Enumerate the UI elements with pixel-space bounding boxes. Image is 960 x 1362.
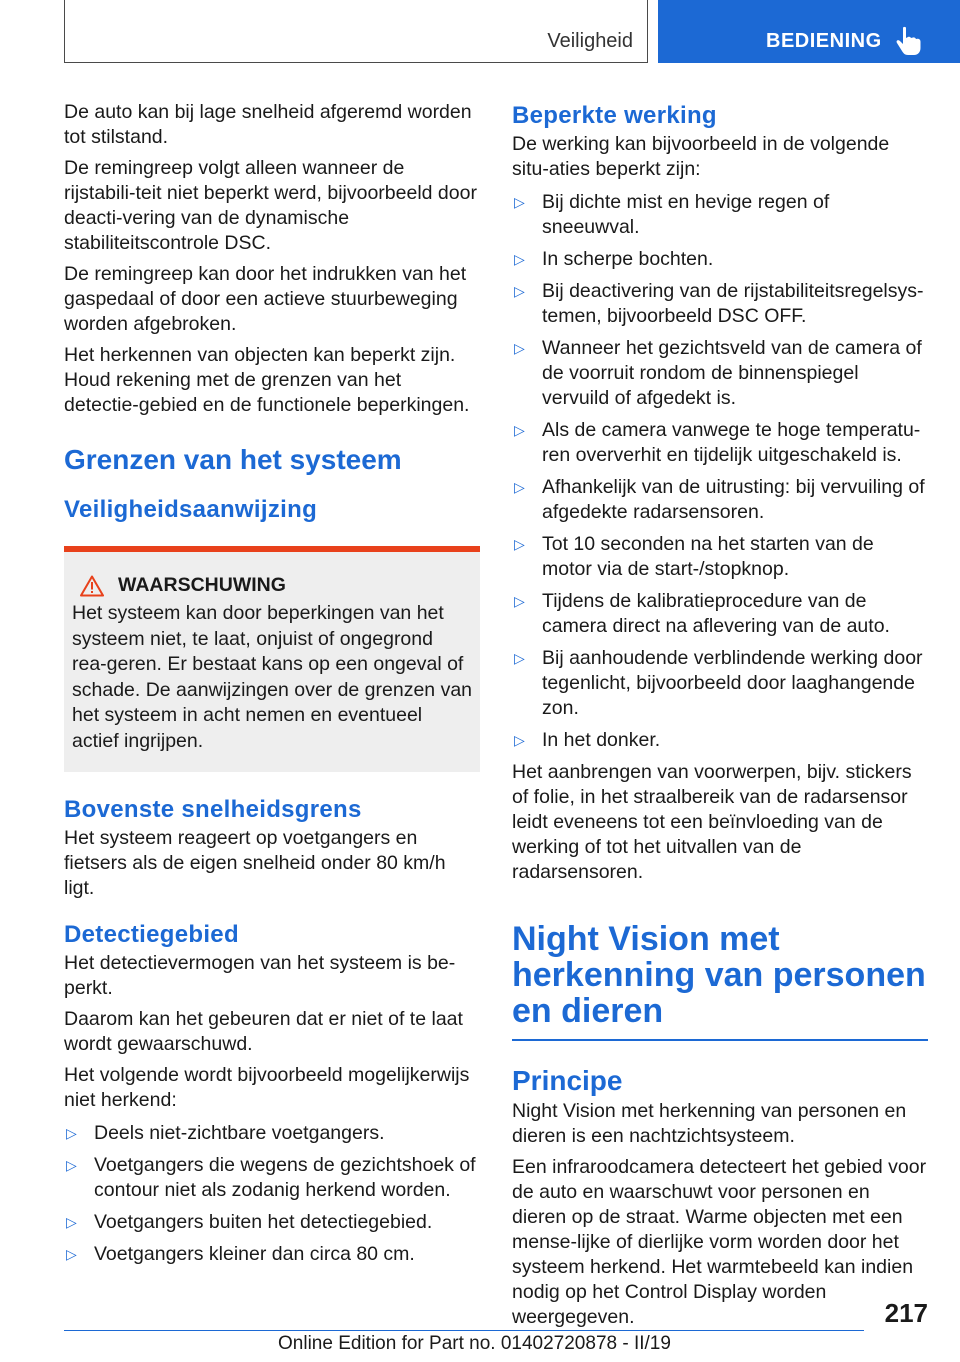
triangle-bullet-icon: ▷ [514, 194, 525, 210]
list-niet-herkend [64, 1121, 480, 1267]
triangle-bullet-icon: ▷ [514, 479, 525, 495]
paragraph-remingreep: De remingreep volgt alleen wanneer de rijstabili-teit niet beperkt werd, bijvoorbeeld door deacti-vering van de dynamische stabiliteitscontrole DSC. [64, 157, 477, 254]
paragraph-principe-1: Night Vision met herkenning van personen en dieren is een nachtzichtsysteem. [512, 1100, 907, 1147]
paragraph-beperkte: De werking kan bijvoorbeeld in de volgende situ-aties beperkt zijn: [512, 133, 890, 180]
heading-detectiegebied: Detectiegebied [64, 921, 239, 948]
list-item: ▷ Voetgangers die wegens de gezichtshoek of contour niet als zodanig herkend worden. [66, 1154, 476, 1201]
triangle-bullet-icon: ▷ [514, 422, 525, 438]
warning-title-row [72, 574, 472, 597]
heading-veiligheidsaanwijzing: Veiligheidsaanwijzing [64, 496, 318, 523]
list-item: ▷ Tot 10 seconden na het starten van de motor via de start-/stopknop. [514, 533, 874, 580]
header-chapter-tab[interactable] [658, 0, 960, 63]
list-item: ▷ Bij dichte mist en hevige regen of sneeuwval. [514, 191, 830, 238]
triangle-bullet-icon: ▷ [514, 536, 525, 552]
paragraph-afgebroken: De remingreep kan door het indrukken van het gaspedaal of door een actieve stuurbeweging worden afgebroken. [64, 263, 467, 335]
triangle-bullet-icon: ▷ [66, 1125, 77, 1141]
list-item: ▷ In het donker. [514, 729, 661, 751]
header-chapter-label: BEDIENING [766, 30, 882, 52]
list-item: ▷ Deels niet-zichtbare voetgangers. [66, 1122, 385, 1144]
triangle-bullet-icon: ▷ [514, 251, 525, 267]
paragraph-detectie-2: Daarom kan het gebeuren dat er niet of te laat wordt gewaarschuwd. [64, 1008, 463, 1055]
list-item: ▷ Wanneer het gezichtsveld van de camera of de voorruit rondom de binnenspiegel vervuild of afgedekt is. [514, 337, 922, 409]
header-section-box [64, 0, 648, 63]
heading-bovenste-snelheidsgrens: Bovenste snelheidsgrens [64, 796, 362, 823]
paragraph-stilstand: De auto kan bij lage snelheid afgeremd worden tot stilstand. [64, 101, 472, 148]
list-item: ▷ Voetgangers buiten het detectiegebied. [66, 1211, 433, 1233]
list-item: ▷ Als de camera vanwege te hoge temperatu-ren oververhit en tijdelijk uitgeschakeld is. [514, 419, 921, 466]
heading-divider [512, 1039, 928, 1041]
paragraph-principe-2: Een infraroodcamera detecteert het gebied voor de auto en waarschuwt voor personen en dieren op de straat. Warme objecten met een mense-lijke of dierlijke vorm worden door het systeem herkend. Het warmtebeeld kan indien nodig op het Control Display worden weergegeven. [512, 1156, 927, 1328]
footer-edition: Online Edition for Part no. 01402720878 - II/19 [278, 1333, 671, 1354]
triangle-bullet-icon: ▷ [66, 1214, 77, 1230]
triangle-bullet-icon: ▷ [514, 593, 525, 609]
triangle-bullet-icon: ▷ [514, 732, 525, 748]
triangle-bullet-icon: ▷ [66, 1246, 77, 1262]
heading-night-vision: Night Vision met herkenning van personen en dieren [512, 920, 926, 1030]
paragraph-detectie-1: Het detectievermogen van het systeem is be-perkt. [64, 952, 456, 999]
heading-grenzen: Grenzen van het systeem [64, 444, 402, 475]
list-item: ▷ In scherpe bochten. [514, 248, 714, 270]
heading-principe: Principe [512, 1065, 623, 1096]
paragraph-detectie-3: Het volgende wordt bijvoorbeeld mogelijkerwijs niet herkend: [64, 1064, 470, 1111]
list-item: ▷ Afhankelijk van de uitrusting: bij vervuiling of afgedekte radarsensoren. [514, 476, 925, 523]
warning-triangle-icon [80, 575, 104, 597]
triangle-bullet-icon: ▷ [66, 1157, 77, 1173]
triangle-bullet-icon: ▷ [514, 340, 525, 356]
list-item: ▷ Tijdens de kalibratieprocedure van de camera direct na aflevering van de auto. [514, 590, 890, 637]
header-section-label: Veiligheid [547, 30, 633, 52]
footer-divider [64, 1330, 864, 1331]
page-number: 217 [884, 1298, 928, 1328]
warning-title: WAARSCHUWING [118, 574, 286, 596]
list-beperkte-werking [512, 190, 928, 753]
warning-box [64, 546, 480, 772]
left-column [64, 100, 480, 1274]
warning-text: Het systeem kan door beperkingen van het systeem niet, te laat, onjuist of ongegrond rea-geren. Er bestaat kans op een ongeval of schade. De aanwijzingen over de grenzen van het systeem in acht nemen en eventueel actief ingrijpen. [72, 602, 473, 752]
paragraph-herkennen: Het herkennen van objecten kan beperkt zijn. Houd rekening met de grenzen van het detectie-gebied en de functionele beperkingen. [64, 344, 470, 416]
list-item: ▷ Bij aanhoudende verblindende werking door tegenlicht, bijvoorbeeld door laaghangende zon. [514, 647, 923, 719]
paragraph-aanbrengen: Het aanbrengen van voorwerpen, bijv. stickers of folie, in het straalbereik van de radarsensor leidt eveneens tot een beïnvloeding van de werking of tot het uitvallen van de radarsensoren. [512, 761, 912, 883]
right-column [512, 100, 928, 1336]
hand-pointer-icon [894, 26, 922, 56]
triangle-bullet-icon: ▷ [514, 283, 525, 299]
paragraph-bovenste: Het systeem reageert op voetgangers en fietsers als de eigen snelheid onder 80 km/h ligt. [64, 827, 446, 899]
heading-beperkte-werking: Beperkte werking [512, 102, 717, 129]
list-item: ▷ Voetgangers kleiner dan circa 80 cm. [66, 1243, 415, 1265]
list-item: ▷ Bij deactivering van de rijstabiliteitsregelsys-temen, bijvoorbeeld DSC OFF. [514, 280, 924, 327]
triangle-bullet-icon: ▷ [514, 650, 525, 666]
